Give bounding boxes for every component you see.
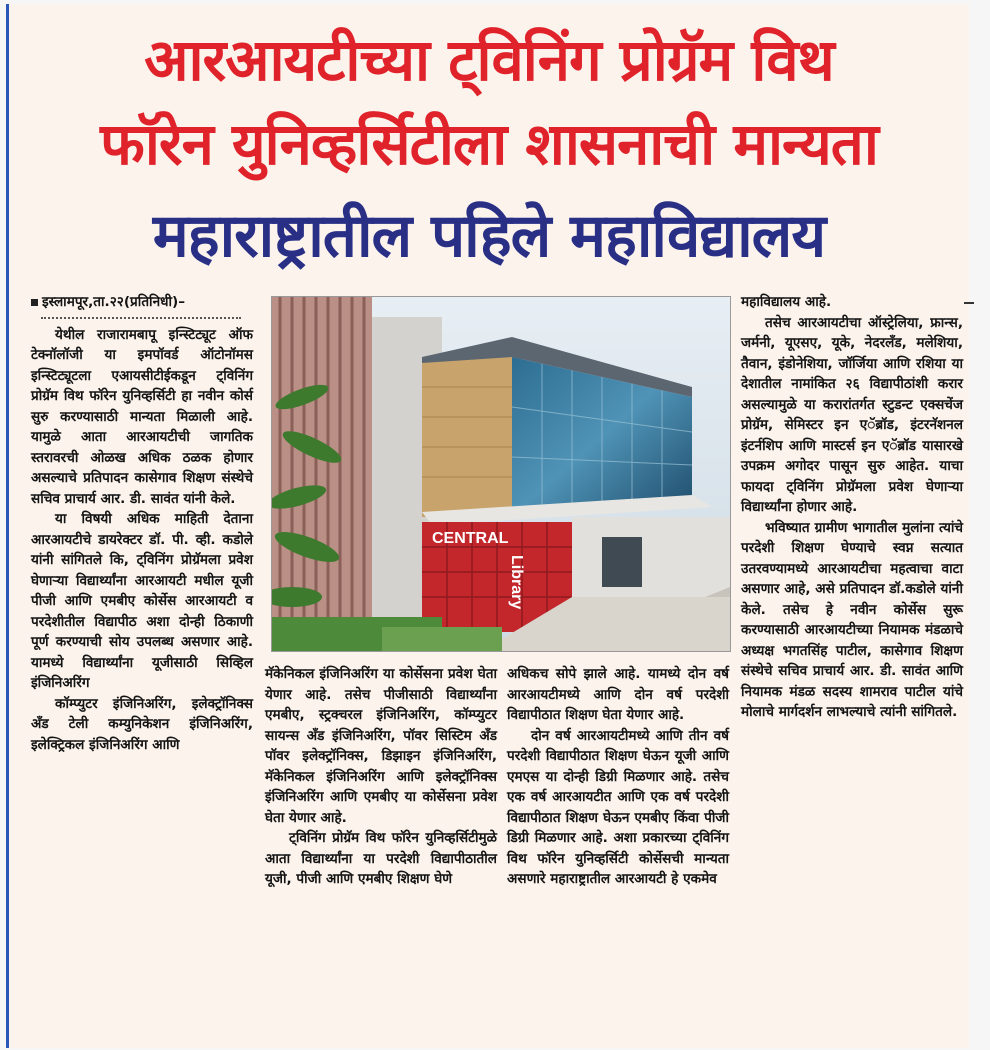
- sign-central: CENTRAL: [432, 530, 509, 547]
- sign-library: Library: [508, 555, 525, 610]
- article-column-1: [31, 292, 253, 755]
- column4-paragraph-2: भविष्यात ग्रामीण भागातील मुलांना त्यांचे परदेशी शिक्षण घेण्याचे स्वप्न सत्यात उतरवण्यामध्ये आरआयटीचा महत्वाचा वाटा असणार आहे, असे प्रतिपादन डॉ.कडोले यांनी केले. तसेच हे नवीन कोर्सेस सुरू करण्यासाठी आरआयटीच्या नियामक मंडळाचे अध्यक्ष भगतसिंह पाटील, कासेगाव शिक्षण संस्थेचे सचिव प्राचार्य आर. डी. सावंत आणि नियामक मंडळ सदस्य शामराव पाटील यांचे मोलाचे मार्गदर्शन लाभल्याचे त्यांनी सांगितले.: [741, 519, 963, 720]
- column3-paragraph-1: अधिकच सोपे झाले आहे. यामध्ये दोन वर्ष आरआयटीमध्ये आणि दोन वर्ष परदेशी विद्यापीठात शिक्षण घेता येणार आहे.: [507, 666, 729, 723]
- column2-paragraph-2: ट्विनिंग प्रोग्रॅम विथ फॉरेन युनिव्हर्सिटीमुळे आता विद्यार्थ्यांना या परदेशी विद्यापीठातील यूजी, पीजी आणि एमबीए शिक्षण घेणे: [265, 830, 497, 887]
- dateline: [31, 292, 253, 313]
- margin-dash: [964, 302, 974, 304]
- dateline-text: इस्लामपूर,ता.२२(प्रतिनिधी)–: [42, 294, 186, 310]
- column2-paragraph-1: मॅकेनिकल इंजिनिअरिंग या कोर्सेसना प्रवेश घेता येणार आहे. तसेच पीजीसाठी विद्यार्थ्यांना एमबीए, स्ट्रक्चरल इंजिनिअरिंग, कॉम्प्युटर सायन्स अँड इंजिनिअरिंग, पॉवर सिस्टिम अँड पॉवर इलेक्ट्रॉनिक्स, डिझाइन इंजिनिअरिंग, मॅकेनिकल इंजिनिअरिंग आणि इलेक्ट्रॉनिक्स इंजिनिअरिंग आणि एमबीए या कोर्सेसना प्रवेश घेता येणार आहे.: [265, 666, 497, 826]
- newspaper-clipping: [6, 4, 969, 1048]
- column1-paragraph-1: येथील राजारामबापू इन्स्टिट्यूट ऑफ टेक्नॉलॉजी या इमपॉवर्ड ऑटोनॉमस इन्स्टिट्यूटला एआयसीटीईकडून ट्विनिंग प्रोग्रॅम विथ फॉरेन युनिव्हर्सिटी हा नवीन कोर्स सुरु करण्यासाठी मान्यता मिळाली आहे. यामुळे आता आरआयटीची जागतिक स्तरावरची ओळख अधिक ठळक होणार असल्याचे प्रतिपादन कासेगाव शिक्षण संस्थेचे सचिव प्राचार्य आर. डी. सावंत यांनी केले.: [31, 326, 253, 507]
- headline-line-3: महाराष्ट्रातील पहिले महाविद्यालय: [152, 201, 826, 271]
- column3-paragraph-2: दोन वर्ष आरआयटीमध्ये आणि तीन वर्ष परदेशी विद्यापीठात शिक्षण घेऊन यूजी आणि एमएस या दोन्ही डिग्री मिळणार आहे. तसेच एक वर्ष आरआयटीत आणि एक वर्ष परदेशी विद्यापीठात शिक्षण घेऊन एमबीए किंवा पीजी डिग्री मिळणार आहे. अशा प्रकारच्या ट्विनिंग विथ फॉरेन युनिव्हर्सिटी कोर्सेसची मान्यता असणारे महाराष्ट्रातील आरआयटी हे एकमेव: [507, 727, 729, 887]
- dotted-divider: [41, 317, 241, 319]
- building-illustration: [272, 297, 730, 651]
- column1-paragraph-2: या विषयी अधिक माहिती देताना आरआयटीचे डायरेक्टर डॉ. पी. व्ही. कडोले यांनी सांगितले कि, ट्विनिंग प्रोग्रॅमला प्रवेश घेणाऱ्या विद्यार्थ्यांना आरआयटी मधील यूजी पीजी आणि एमबीए कोर्सेस आरआयटी व परदेशीतील विद्यापीठ अशा दोन्ही ठिकाणी पूर्ण करण्याची सोय उपलब्ध असणार आहे. यामध्ये विद्यार्थ्यांना यूजीसाठी सिव्हिल इंजिनिअरिंग: [31, 511, 253, 691]
- article-column-2: [265, 664, 497, 890]
- library-building-photo: [271, 296, 731, 652]
- column4-paragraph-1: तसेच आरआयटीचा ऑस्ट्रेलिया, फ्रान्स, जर्मनी, यूएसए, यूके, नेदरलँड, मलेशिया, तैवान, इंडोनेशिया, जॉर्जिया आणि रशिया या देशातील नामांकित २६ विद्यापीठांशी करार असल्यामुळे या करारांतर्गत स्टुडन्ट एक्सचेंज प्रोग्रॅम, सेमिस्टर इन एॅब्रॉड, इंटरनॅशनल इंटर्नशिप आणि मास्टर्स इन एॅब्रॉड यासारखे उपक्रम अगोदर पासून सुरु आहेत. याचा फायदा ट्विनिंग प्रोग्रॅमला प्रवेश घेणाऱ्या विद्यार्थ्यांना होणार आहे.: [741, 314, 963, 515]
- article-column-4: [741, 292, 963, 723]
- bullet-icon: [31, 299, 38, 306]
- article-column-3: [507, 664, 729, 890]
- column1-paragraph-3: कॉम्प्युटर इंजिनिअरिंग, इलेक्ट्रॉनिक्स अँड टेली कम्युनिकेशन इंजिनिअरिंग, इलेक्ट्रिकल इंजिनिअरिंग आणि: [31, 695, 253, 753]
- headline-line-1: आरआयटीच्या ट्विनिंग प्रोग्रॅम विथ: [144, 26, 834, 94]
- headline-line-2: फॉरेन युनिव्हर्सिटीला शासनाची मान्यता: [100, 110, 878, 178]
- column4-paragraph-0: महाविद्यालय आहे.: [741, 294, 832, 310]
